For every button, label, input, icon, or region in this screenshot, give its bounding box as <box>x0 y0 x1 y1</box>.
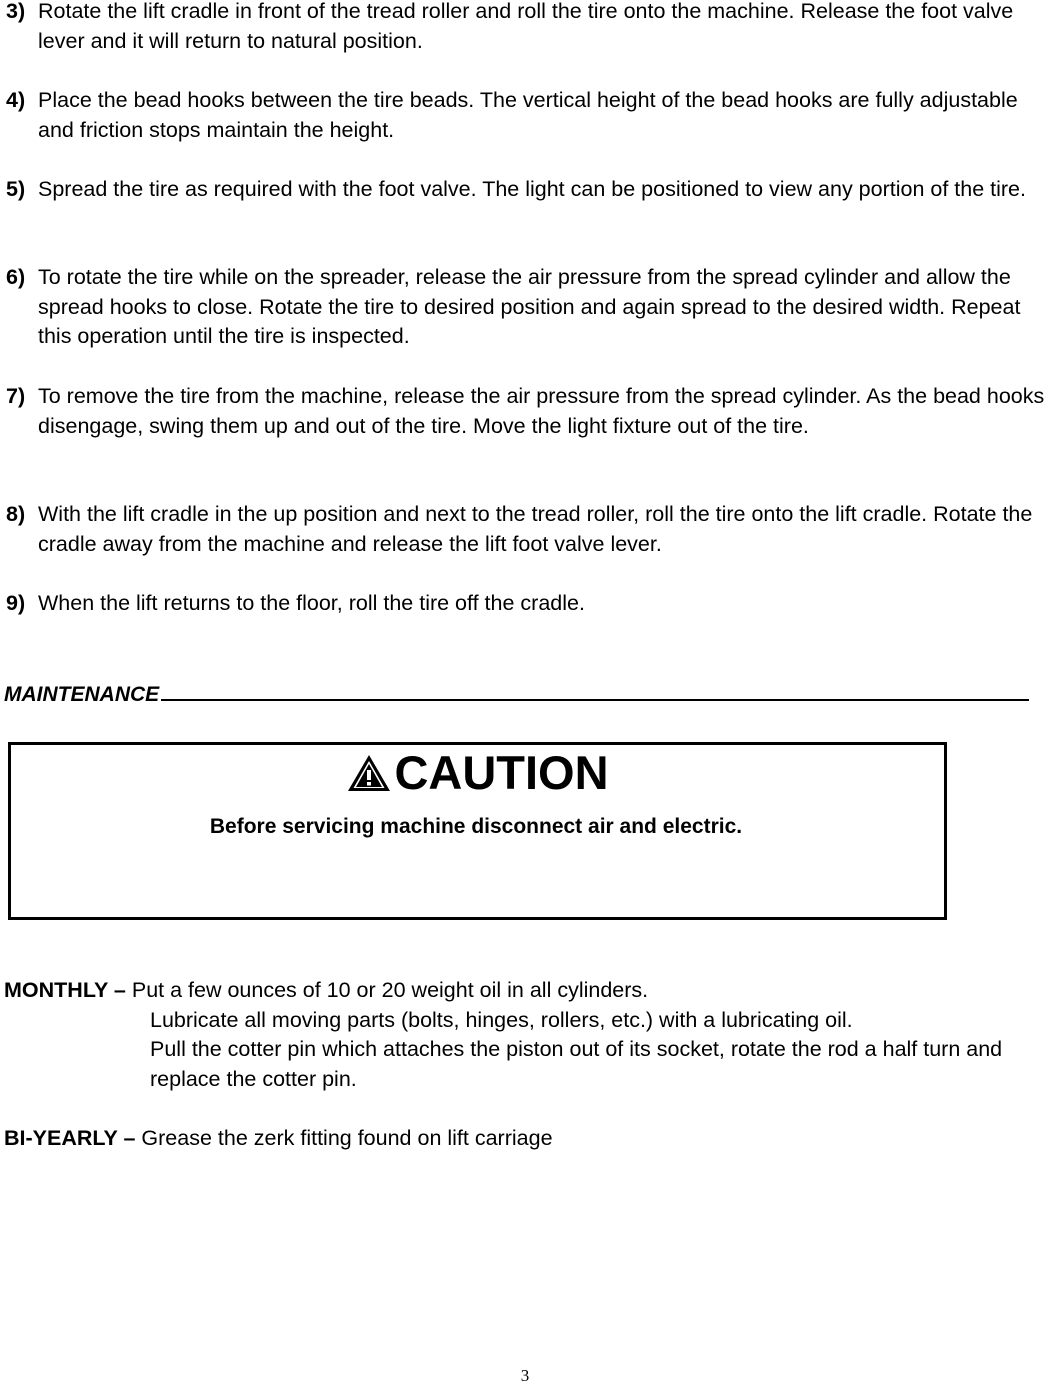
step-5 <box>6 175 1050 205</box>
warning-triangle-icon <box>346 751 392 803</box>
step-text: Rotate the lift cradle in front of the tread roller and roll the tire onto the machine. Release the foot valve lever and it will return to natural position. <box>38 0 1014 53</box>
step-9 <box>6 589 1050 619</box>
step-8 <box>6 500 1050 559</box>
step-number: 3) <box>6 0 26 23</box>
step-4 <box>6 86 1050 145</box>
step-number: 6) <box>6 265 26 289</box>
step-text: With the lift cradle in the up position and next to the tread roller, roll the tire onto the lift cradle. Rotate the cradle away from the machine and release the lift foot valve lever. <box>38 502 1033 556</box>
monthly-label: MONTHLY – <box>4 978 126 1002</box>
step-6 <box>6 263 1050 352</box>
bi-yearly-section <box>4 1124 1050 1154</box>
monthly-line-3: Pull the cotter pin which attaches the piston out of its socket, rotate the rod a half turn and replace the cotter pin. <box>150 1037 1003 1091</box>
caution-title <box>11 747 944 803</box>
maintenance-heading <box>4 679 1044 709</box>
maintenance-heading-text: MAINTENANCE <box>4 683 160 706</box>
page-number: 3 <box>520 1366 530 1385</box>
step-number: 4) <box>6 88 26 112</box>
caution-message: Before servicing machine disconnect air and electric. <box>209 815 743 838</box>
bi-yearly-text: Grease the zerk fitting found on lift carriage <box>141 1126 553 1150</box>
step-number: 8) <box>6 502 26 526</box>
monthly-line-2: Lubricate all moving parts (bolts, hinges, rollers, etc.) with a lubricating oil. <box>150 1007 853 1032</box>
step-text: To remove the tire from the machine, release the air pressure from the spread cylinder. As the bead hooks disengage, swing them up and out of the tire. Move the light fixture out of the tire. <box>38 384 1045 438</box>
monthly-line-1: Put a few ounces of 10 or 20 weight oil in all cylinders. <box>131 978 649 1002</box>
step-number: 7) <box>6 384 26 408</box>
step-7 <box>6 382 1050 441</box>
heading-rule <box>161 679 1029 701</box>
step-3 <box>6 0 1050 56</box>
bi-yearly-label: BI-YEARLY – <box>4 1126 136 1150</box>
step-text: When the lift returns to the floor, roll the tire off the cradle. <box>38 591 585 615</box>
step-text: Place the bead hooks between the tire beads. The vertical height of the bead hooks are fully adjustable and friction stops maintain the height. <box>38 88 1018 142</box>
monthly-section <box>4 976 1050 1094</box>
caution-box <box>8 742 947 920</box>
step-text: To rotate the tire while on the spreader, release the air pressure from the spread cylinder and allow the spread hooks to close. Rotate the tire to desired position and again spread to the desired width. Repeat this operation until the tire is inspected. <box>38 265 1021 348</box>
caution-title-text: CAUTION <box>394 746 609 799</box>
step-number: 9) <box>6 591 26 615</box>
step-text: Spread the tire as required with the foot valve. The light can be positioned to view any portion of the tire. <box>38 177 1026 201</box>
step-number: 5) <box>6 177 26 201</box>
